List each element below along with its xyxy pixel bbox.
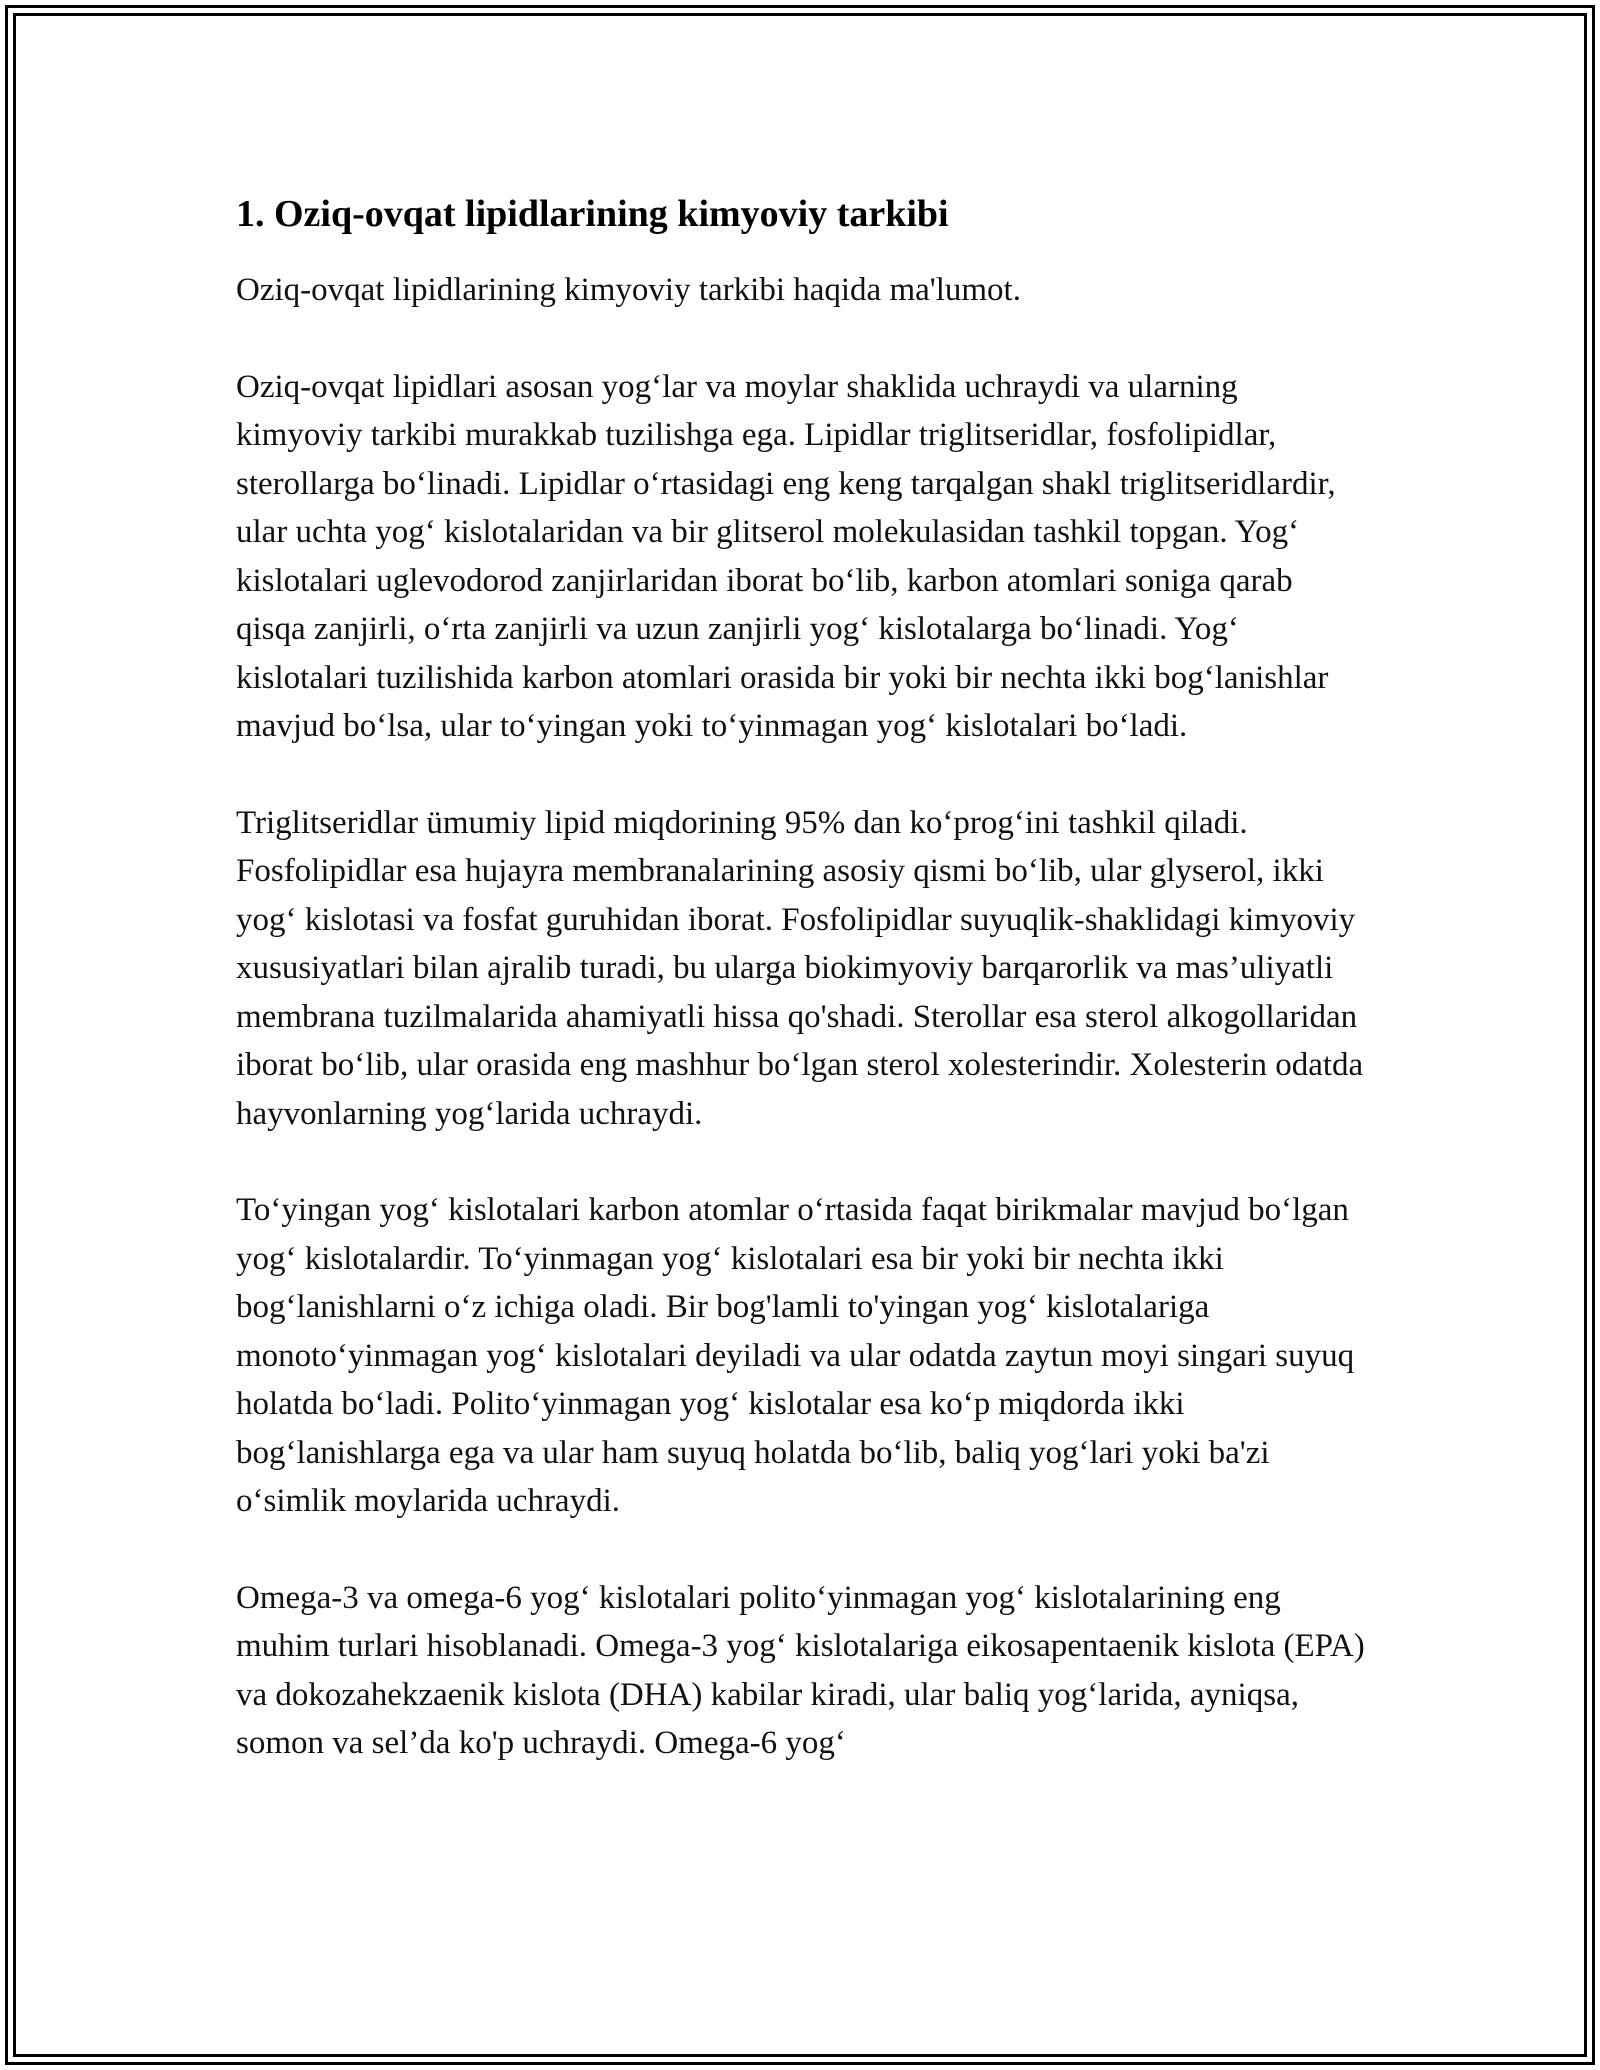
paragraph-4: Omega-3 va omega-6 yog‘ kislotalari polito‘yinmagan yog‘ kislotalarining eng muhim turlari hisoblanadi. Omega-3 yog‘ kislotalariga eikosapentaenik kislota (EPA) va dokozahekzaenik kislota (DHA) kabilar kiradi, ular baliq yog‘larida, ayniqsa, somon va sel’da ko'p uchraydi. Omega-6 yog‘ <box>236 1579 1365 1761</box>
paragraph-2: Triglitseridlar ümumiy lipid miqdorining 95% dan ko‘prog‘ini tashkil qiladi. Fosfolipidlar esa hujayra membranalarining asosiy qismi bo‘lib, ular glyserol, ikki yog‘ kislotasi va fosfat guruhidan iborat. Fosfolipidlar suyuqlik-shaklidagi kimyoviy xususiyatlari bilan ajralib turadi, bu ularga biokimyoviy barqarorlik va mas’uliyatli membrana tuzilmalarida ahamiyatli hissa qo'shadi. Sterollar esa sterol alkogollaridan iborat bo‘lib, ular orasida eng mashhur bo‘lgan sterol xolesterindir. Xolesterin odatda hayvonlarning yog‘larida uchraydi. <box>236 804 1364 1132</box>
document-body <box>236 188 1366 1816</box>
section-heading: 1. Oziq-ovqat lipidlarining kimyoviy tarkibi <box>236 193 949 235</box>
paragraph-3: To‘yingan yog‘ kislotalari karbon atomlar o‘rtasida faqat birikmalar mavjud bo‘lgan yog‘ kislotalardir. To‘yinmagan yog‘ kislotalari esa bir yoki bir nechta ikki bog‘lanishlarni o‘z ichiga oladi. Bir bog'lamli to'yingan yog‘ kislotalariga monoto‘yinmagan yog‘ kislotalari deyiladi va ular odatda zaytun moyi singari suyuq holatda bo‘ladi. Polito‘yinmagan yog‘ kislotalar esa ko‘p miqdorda ikki bog‘lanishlarga ega va ular ham suyuq holatda bo‘lib, baliq yog‘lari yoki ba'zi o‘simlik moylarida uchraydi. <box>236 1192 1355 1519</box>
intro-paragraph: Oziq-ovqat lipidlarining kimyoviy tarkibi haqida ma'lumot. <box>236 272 1021 308</box>
paragraph-1: Oziq-ovqat lipidlari asosan yog‘lar va moylar shaklida uchraydi va ularning kimyoviy tarkibi murakkab tuzilishga ega. Lipidlar triglitseridlar, fosfolipidlar, sterollarga bo‘linadi. Lipidlar o‘rtasidagi eng keng tarqalgan shakl triglitseridlardir, ular uchta yog‘ kislotalaridan va bir glitserol molekulasidan tashkil topgan. Yog‘ kislotalari uglevodorod zanjirlaridan iborat bo‘lib, karbon atomlari soniga qarab qisqa zanjirli, o‘rta zanjirli va uzun zanjirli yog‘ kislotalarga bo‘linadi. Yog‘ kislotalari tuzilishida karbon atomlari orasida bir yoki bir nechta ikki bog‘lanishlar mavjud bo‘lsa, ular to‘yingan yoki to‘yinmagan yog‘ kislotalari bo‘ladi. <box>236 368 1336 744</box>
